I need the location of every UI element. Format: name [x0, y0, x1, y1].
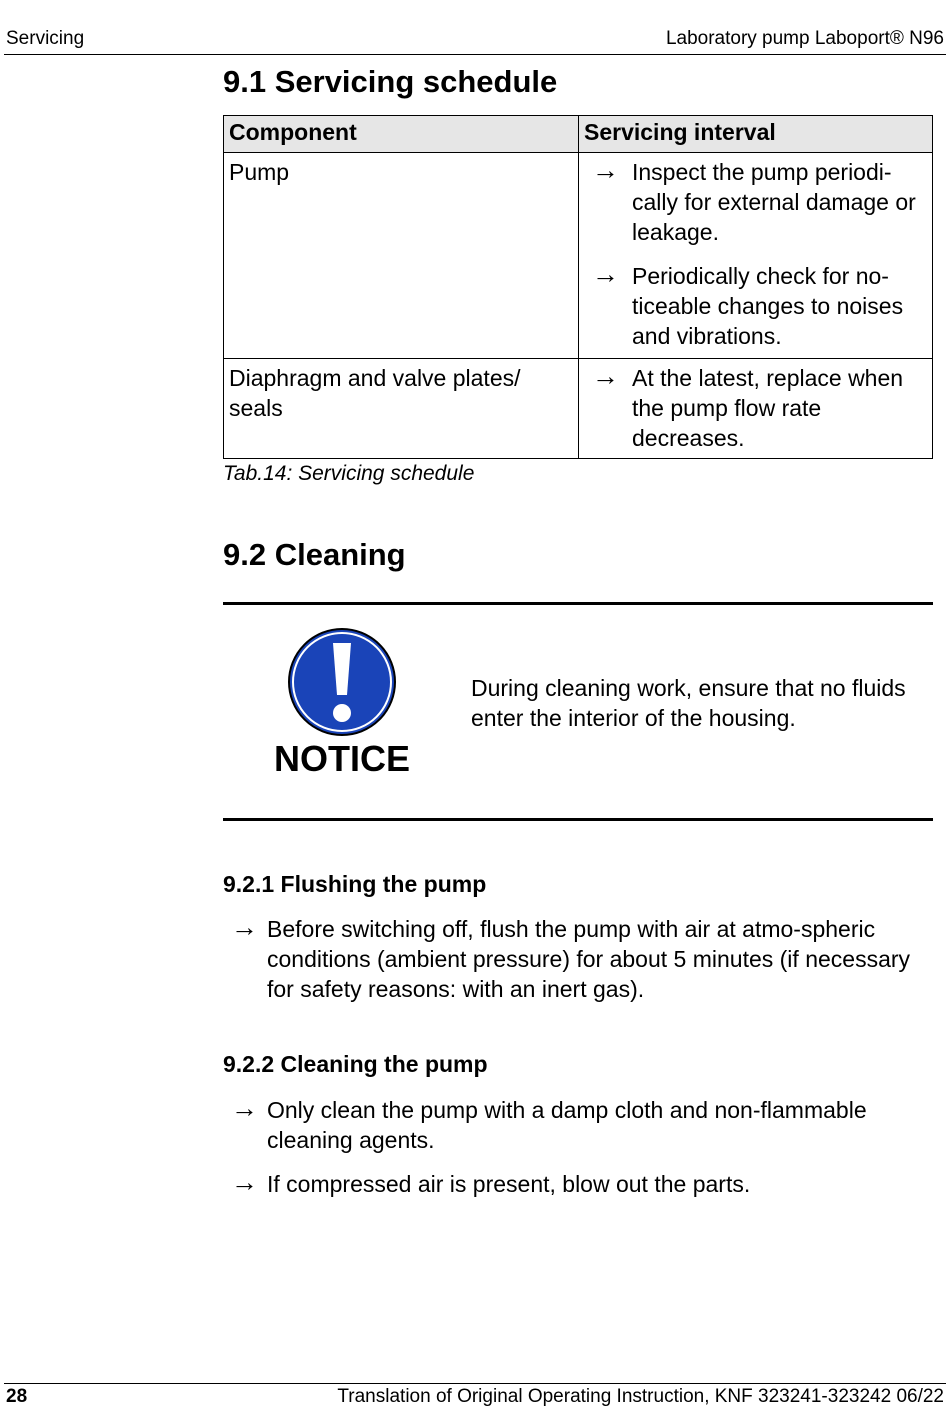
document-reference: Translation of Original Operating Instruction, KNF 323241-323242 06/22 [337, 1386, 944, 1407]
flushing-steps [223, 914, 933, 1004]
header-product-name: Laboratory pump Laboport® N96 [665, 28, 944, 49]
section-9-2-1-title: 9.2.1 Flushing the pump [223, 871, 487, 897]
table-row [224, 153, 933, 359]
arrow-right-icon: → [592, 155, 619, 185]
interval-item [584, 157, 927, 247]
arrow-right-icon: → [231, 912, 258, 942]
notice-label: NOTICE [274, 738, 411, 779]
step-text: Only clean the pump with a damp cloth and non-flammable cleaning agents. [267, 1097, 867, 1153]
section-9-2-title: 9.2 Cleaning [223, 537, 406, 572]
exclamation-circle-icon [287, 627, 397, 737]
cleaning-steps [223, 1095, 933, 1199]
notice-top-rule [223, 602, 933, 605]
interval-item [584, 261, 927, 351]
column-header-interval: Servicing interval [579, 116, 933, 153]
notice-text: During cleaning work, ensure that no fluids enter the interior of the housing. [471, 675, 906, 731]
component-cell: Diaphragm and valve plates/ seals [224, 359, 579, 459]
section-9-1-title: 9.1 Servicing schedule [223, 64, 558, 99]
servicing-schedule-table [223, 115, 933, 459]
list-item [223, 914, 933, 1004]
arrow-right-icon: → [231, 1167, 258, 1197]
table-caption: Tab.14: Servicing schedule [223, 462, 475, 485]
interval-text: Periodically check for no-ticeable changes to noises and vibrations. [632, 263, 904, 349]
table-header-row [224, 116, 933, 153]
page-number: 28 [6, 1386, 28, 1407]
footer-divider [4, 1383, 946, 1384]
arrow-right-icon: → [231, 1093, 258, 1123]
arrow-right-icon: → [592, 361, 619, 391]
step-text: If compressed air is present, blow out the parts. [267, 1171, 751, 1197]
interval-cell [579, 359, 933, 459]
header-section-name: Servicing [6, 28, 85, 49]
interval-cell [579, 153, 933, 359]
interval-item [584, 363, 927, 453]
arrow-right-icon: → [592, 259, 619, 289]
header-divider [4, 54, 946, 55]
component-cell: Pump [224, 153, 579, 359]
section-9-2-2-title: 9.2.2 Cleaning the pump [223, 1051, 488, 1077]
list-item [223, 1095, 933, 1155]
step-text: Before switching off, flush the pump with air at atmo-spheric conditions (ambient pressure) for about 5 minutes (if necessary for safety reasons: with an inert gas). [267, 916, 911, 1002]
table-row [224, 359, 933, 459]
interval-text: At the latest, replace when the pump flow rate decreases. [632, 365, 904, 451]
interval-text: Inspect the pump periodi-cally for external damage or leakage. [632, 159, 916, 245]
column-header-component: Component [224, 116, 579, 153]
notice-bottom-rule [223, 818, 933, 821]
list-item [223, 1169, 933, 1199]
